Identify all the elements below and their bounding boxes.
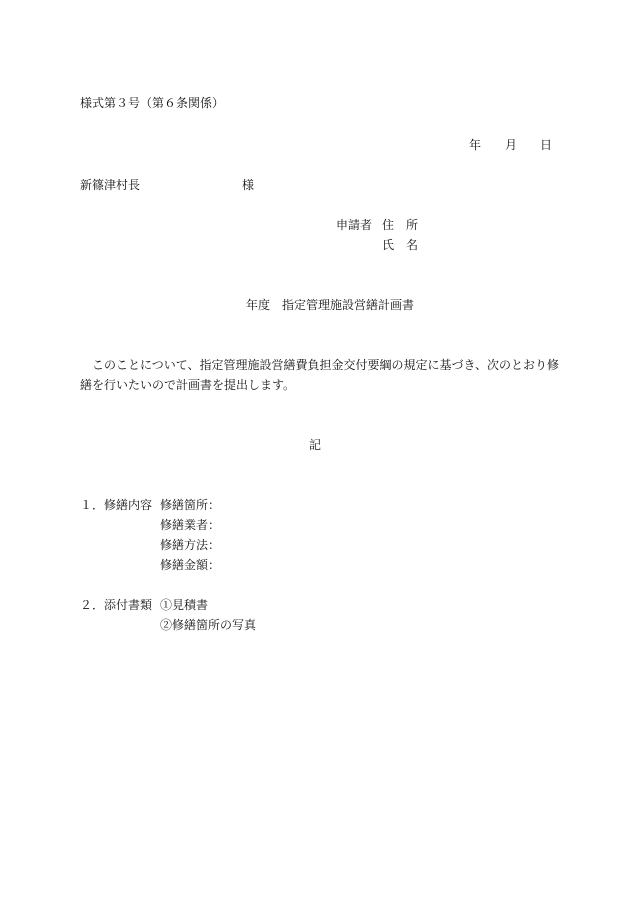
section2-heading: ２．添付書類 [80,598,153,612]
date-month-label: 月 [505,138,518,152]
recipient-title: 新篠津村長 [80,178,141,192]
date-day-label: 日 [540,138,553,152]
attachment-photos: ②修繕箇所の写真 [160,618,257,632]
document-title-text: 指定管理施設営繕計画書 [282,298,415,312]
body-line-1: このことについて、指定管理施設営繕費負担金交付要綱の規定に基づき、次のとおり修 [92,358,560,372]
recipient-honorific: 様 [242,178,255,192]
ki-heading: 記 [309,438,322,452]
repair-amount-label: 修繕金額： [160,558,221,572]
form-number: 様式第３号（第６条関係） [80,96,225,110]
repair-contractor-label: 修繕業者： [160,518,221,532]
applicant-label: 申請者 [336,218,373,232]
body-line-2: 繕を行いたいので計画書を提出します。 [80,378,296,392]
section1-heading: １．修繕内容 [80,498,153,512]
document-title-year: 年度 [246,298,271,312]
attachment-estimate: ①見積書 [160,598,209,612]
date-year-label: 年 [469,138,482,152]
repair-location-label: 修繕箇所： [160,498,221,512]
applicant-name-label: 氏 名 [382,238,419,252]
applicant-address-label: 住 所 [382,218,419,232]
repair-method-label: 修繕方法： [160,538,221,552]
